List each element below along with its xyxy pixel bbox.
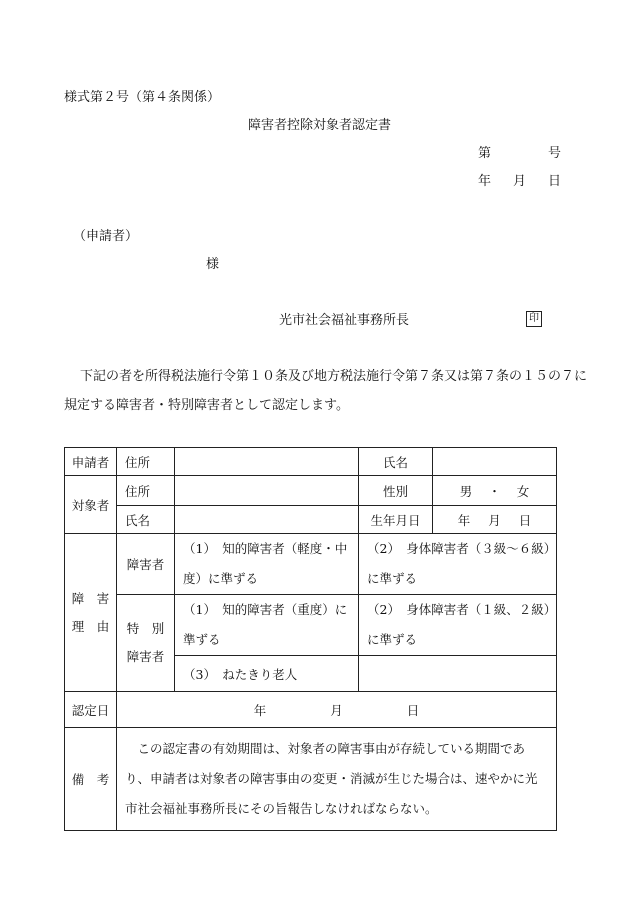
applicant-address-label: 住所 [117, 448, 175, 476]
disabled-row [65, 534, 557, 595]
applicant-header: 申請者 [65, 448, 117, 476]
sama-label: 様 [206, 257, 220, 272]
applicant-row [65, 448, 557, 476]
sex-label: 性別 [359, 476, 433, 506]
cert-date-row [65, 692, 557, 728]
sex-separator: ・ [488, 483, 501, 499]
remarks-label: 備 考 [65, 728, 117, 831]
special-disabled-label [117, 595, 175, 692]
cert-day-unit: 日 [406, 702, 420, 718]
doc-number-go: 号 [548, 146, 562, 161]
certification-table [64, 447, 557, 831]
target-address-field[interactable] [175, 476, 359, 506]
option-intellectual-mild[interactable]: （1） 知的障害者（軽度・中度）に準ずる [175, 534, 359, 595]
birthdate-label: 生年月日 [359, 506, 433, 534]
body-text-line2: 規定する障害者・特別障害者として認定します。 [64, 398, 349, 413]
reason-header [65, 534, 117, 692]
target-address-label: 住所 [117, 476, 175, 506]
cert-date-field[interactable] [117, 692, 557, 728]
reason-header-line2: 理 由 [71, 618, 110, 634]
birthdate-field[interactable] [433, 506, 557, 534]
document-title: 障害者控除対象者認定書 [248, 118, 392, 133]
sex-female[interactable]: 女 [516, 483, 530, 499]
target-name-label: 氏名 [117, 506, 175, 534]
target-name-row [65, 506, 557, 534]
option-intellectual-severe[interactable]: （1） 知的障害者（重度）に準ずる [175, 595, 359, 656]
option-bedridden[interactable]: （3） ねたきり老人 [175, 656, 359, 692]
remarks-text: この認定書の有効期間は、対象者の障害事由が存続している期間であり、申請者は対象者の障害事由の変更・消滅が生じた場合は、速やかに光市社会福祉事務所長にその旨報告しなければならない。 [117, 728, 557, 831]
special-row-1 [65, 595, 557, 656]
cert-year-unit: 年 [253, 702, 267, 718]
option-physical-1-2[interactable]: （2） 身体障害者（１級、２級）に準ずる [359, 595, 557, 656]
cert-month-unit: 月 [330, 702, 343, 718]
date-day: 日 [548, 174, 562, 189]
special-label-line1: 特 別 [126, 621, 165, 636]
sex-options [433, 476, 557, 506]
date-month: 月 [513, 174, 527, 189]
special-label-line2: 障害者 [126, 649, 165, 664]
date-year: 年 [478, 174, 492, 189]
target-header: 対象者 [65, 476, 117, 534]
option-physical-3-6[interactable]: （2） 身体障害者（３級～６級）に準ずる [359, 534, 557, 595]
form-number: 様式第２号（第４条関係） [64, 90, 221, 105]
cert-date-label: 認定日 [65, 692, 117, 728]
seal-stamp: 印 [526, 311, 542, 327]
body-text-line1: 下記の者を所得税法施行令第１０条及び地方税法施行令第７条又は第７条の１５の７に [80, 369, 588, 384]
birth-year-unit: 年 [457, 512, 471, 528]
doc-number-dai: 第 [478, 146, 492, 161]
issuer-name: 光市社会福祉事務所長 [279, 313, 410, 328]
target-address-row [65, 476, 557, 506]
reason-header-line1: 障 害 [71, 590, 110, 606]
sex-male[interactable]: 男 [459, 483, 473, 499]
applicant-address-field[interactable] [175, 448, 359, 476]
option-empty-cell [359, 656, 557, 692]
applicant-name-field[interactable] [433, 448, 557, 476]
target-name-field[interactable] [175, 506, 359, 534]
disabled-label: 障害者 [117, 534, 175, 595]
applicant-label: （申請者） [73, 229, 139, 244]
birth-day-unit: 日 [518, 512, 532, 528]
remarks-row [65, 728, 557, 831]
birth-month-unit: 月 [488, 512, 501, 528]
applicant-name-label: 氏名 [359, 448, 433, 476]
